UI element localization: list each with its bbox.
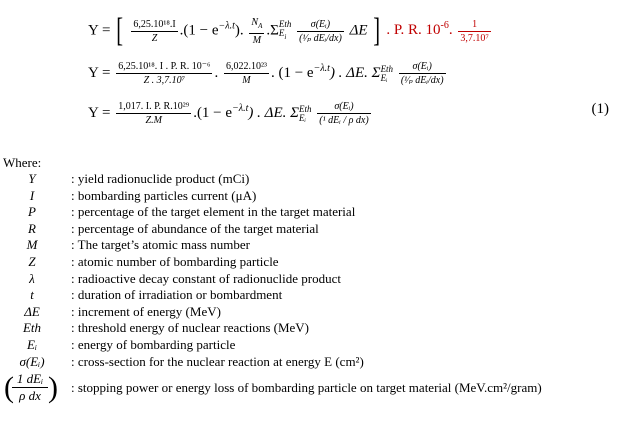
stopping-power-desc: : stopping power or energy loss of bombarding particle on target material (MeV.cm²/gram) bbox=[71, 380, 542, 395]
where-description: : percentage of abundance of the target material bbox=[71, 220, 319, 236]
eq1-na-den: M bbox=[252, 34, 262, 46]
where-row bbox=[0, 271, 619, 287]
eq2-frac-num: 6,25.10¹⁸. I . P. R. 10⁻⁶ bbox=[118, 61, 211, 73]
stopping-power-num: 1 dEᵢ bbox=[12, 371, 48, 388]
eq3-sigma-num: σ(Eᵢ) bbox=[317, 100, 370, 114]
where-description: : yield radionuclide product (mCi) bbox=[71, 171, 250, 186]
where-description: : energy of bombarding particle bbox=[71, 337, 236, 352]
where-symbol: λ bbox=[29, 270, 35, 286]
where-description: : threshold energy of nuclear reactions (MeV) bbox=[71, 320, 310, 336]
eq1-sigma-fraction bbox=[297, 18, 344, 45]
eq3-frac-den: Z.M bbox=[145, 115, 162, 127]
where-symbol: t bbox=[30, 287, 34, 303]
where-description: : bombarding particles current (μA) bbox=[71, 187, 257, 203]
eq3-lhs: Y = bbox=[88, 105, 111, 121]
equation-number: (1) bbox=[591, 101, 609, 117]
where-symbol: σ(Eᵢ) bbox=[19, 353, 45, 369]
eq1-red-text: . P. R. $10^{-6}$. bbox=[386, 20, 453, 39]
eq1-sigma-num: σ(Eᵢ) bbox=[297, 18, 344, 32]
where-row bbox=[0, 287, 619, 303]
eq1-decay-exp: −λ.t bbox=[218, 20, 235, 32]
where-description: : radioactive decay constant of radionuclide product bbox=[71, 270, 342, 286]
where-description: : atomic number of bombarding particle bbox=[71, 254, 279, 269]
eq2-sigma-num: σ(Eᵢ) bbox=[399, 60, 446, 74]
where-row bbox=[0, 204, 619, 220]
where-symbol: Eᵢ bbox=[27, 337, 37, 352]
where-title: Where: bbox=[3, 155, 42, 170]
eq2-mid: . bbox=[214, 65, 219, 81]
eq3-stop-den: (¹ dEᵢ / ρ dx) bbox=[319, 115, 369, 127]
eq2-sum-limits: Eth Eᵢ bbox=[380, 63, 394, 83]
eq3-rest2: ) . ΔE. Σ bbox=[248, 105, 300, 121]
eq1-lhs: Y = bbox=[88, 22, 111, 39]
where-row bbox=[0, 304, 619, 320]
stopping-power-den: ρ dx bbox=[19, 388, 41, 403]
eq2-lhs: Y = bbox=[88, 65, 111, 81]
left-bracket: [ bbox=[116, 12, 124, 49]
eq3-sum-limits: Eth Eᵢ bbox=[299, 103, 312, 123]
eq1-decay: .(1 − e bbox=[179, 22, 219, 39]
where-description: : cross-section for the nuclear reaction at energy E (cm²) bbox=[71, 353, 364, 369]
where-symbol: Y bbox=[28, 171, 36, 186]
eq1-delta-e: ΔE bbox=[349, 22, 368, 39]
eq2-fraction bbox=[116, 60, 212, 87]
where-row bbox=[0, 320, 619, 336]
eq3-fraction bbox=[116, 100, 191, 127]
where-row-stopping-power: ( 1 dEᵢ ρ dx ) : stopping power or energy loss of bombarding particle on target material (MeV.cm²/gram) bbox=[4, 371, 542, 404]
eq2-frac2-den: M bbox=[242, 75, 251, 87]
where-symbol: Z bbox=[28, 254, 36, 269]
eq2-stop-den: (¹⁄ₚ dEᵢ/dx) bbox=[400, 75, 444, 87]
eq1-stop-den: (¹⁄ₚ dEᵢ/dx) bbox=[299, 32, 342, 44]
where-symbol: ΔE bbox=[24, 303, 40, 319]
eq1-sum-limits: Eth $E_i$ bbox=[278, 19, 292, 41]
eq1-na-num: $N_A$ bbox=[249, 16, 264, 34]
eq3-sigma-fraction bbox=[317, 100, 370, 127]
where-row bbox=[0, 221, 619, 237]
where-description: : duration of irradiation or bombardment bbox=[71, 287, 283, 303]
where-symbol: Eth bbox=[22, 320, 42, 336]
where-row bbox=[0, 254, 619, 270]
where-symbol: I bbox=[29, 187, 35, 203]
where-row bbox=[0, 171, 619, 187]
eq1-red-fraction bbox=[458, 18, 491, 45]
eq1-fraction bbox=[131, 18, 177, 45]
eq2-fraction-2 bbox=[224, 60, 269, 87]
eq1-sum: .Σ bbox=[266, 22, 279, 39]
where-row bbox=[0, 188, 619, 204]
eq2-frac-den: Z . 3,7.10⁷ bbox=[143, 75, 186, 87]
eq2-sigma-fraction bbox=[399, 60, 446, 87]
eq3-rest-exp: −λ.t bbox=[232, 103, 249, 114]
equation-line-1 bbox=[88, 14, 493, 48]
equation-line-3 bbox=[88, 100, 373, 127]
where-symbol: M bbox=[26, 237, 38, 253]
equation-line-2 bbox=[88, 60, 448, 87]
eq1-decay-close: ). bbox=[234, 22, 244, 39]
where-symbol: R bbox=[28, 220, 36, 236]
where-description: : increment of energy (MeV) bbox=[71, 303, 221, 319]
eq2-frac2-num: 6,022.10²³ bbox=[225, 61, 267, 73]
eq2-rest2: ) . ΔE. Σ bbox=[329, 65, 381, 81]
eq1-red-num: 1 bbox=[458, 18, 491, 32]
where-symbol: P bbox=[28, 204, 36, 220]
where-row bbox=[0, 237, 619, 253]
where-row bbox=[0, 354, 619, 370]
eq3-frac-num: 1,017. I. P. R.10²⁹ bbox=[118, 101, 190, 113]
eq2-rest: . (1 − e bbox=[270, 65, 314, 81]
where-description: : The target’s atomic mass number bbox=[71, 237, 250, 253]
where-description: : percentage of the target element in the target material bbox=[71, 204, 356, 220]
eq1-red-den: 3,7.10⁷ bbox=[460, 32, 489, 44]
eq1-frac-den: Z bbox=[151, 32, 158, 44]
eq1-frac-num: 6,25.10¹⁸.I bbox=[133, 18, 176, 30]
eq1-na-fraction bbox=[249, 16, 264, 47]
right-bracket: ] bbox=[373, 12, 381, 49]
eq3-rest: .(1 − e bbox=[193, 105, 233, 121]
eq2-rest-exp: −λ.t bbox=[313, 63, 330, 74]
where-row bbox=[0, 337, 619, 353]
